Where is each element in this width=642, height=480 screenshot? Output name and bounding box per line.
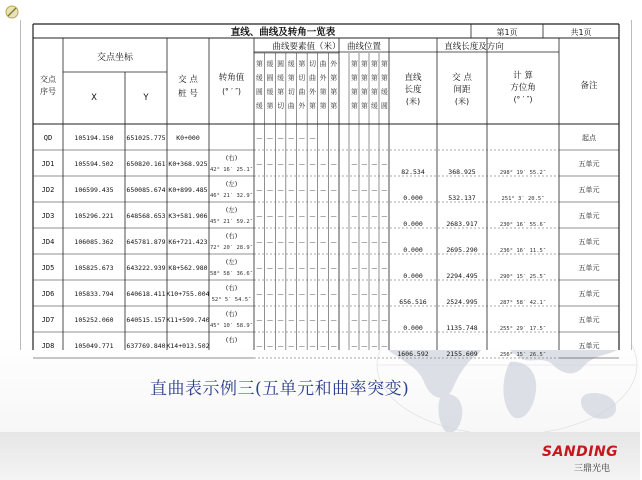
cell-direction: (右) [225, 284, 238, 292]
cell-curve-placeholder: — [288, 343, 295, 350]
cell-curve-placeholder: — [277, 161, 284, 168]
cell-curve-placeholder: — [381, 239, 388, 246]
cell-curve-placeholder: — [309, 135, 316, 142]
cell-curve-placeholder: — [381, 161, 388, 168]
header-mini-glyph: 第 [330, 102, 338, 110]
header-mini-glyph: 第 [319, 102, 327, 110]
cell-angle: 46° 21′ 32.9″ [209, 193, 254, 199]
cell-curve-placeholder: — [351, 265, 358, 272]
cell-curve-placeholder: — [277, 291, 284, 298]
header-mini-glyph: 第 [287, 74, 295, 82]
cell-azimuth: 287° 58′ 42.1″ [499, 300, 547, 306]
cell-curve-placeholder: — [309, 213, 316, 220]
cell-curve-placeholder: — [361, 161, 368, 168]
header-dist-1: 交 点 [452, 73, 472, 83]
cell-station: K0+368.925 [168, 160, 208, 168]
header-dist-2: 间距 [453, 85, 471, 95]
cell-curve-placeholder: — [288, 265, 295, 272]
header-mini-glyph: 第 [266, 102, 274, 110]
cell-curve-placeholder: — [288, 213, 295, 220]
cell-remark: 五单元 [578, 342, 600, 350]
cell-curve-placeholder: — [298, 187, 305, 194]
cell-curve-placeholder: — [256, 239, 263, 246]
cell-curve-placeholder: — [266, 213, 273, 220]
cell-curve-placeholder: — [256, 135, 263, 142]
brand-logo: SANDING [542, 444, 619, 460]
cell-station: K14+013.502 [166, 342, 210, 350]
cell-tangent: 0.000 [403, 324, 423, 332]
cell-curve-placeholder: — [351, 161, 358, 168]
cell-curve-placeholder: — [371, 343, 378, 350]
header-mini-glyph: 第 [330, 74, 338, 82]
header-mini-glyph: 第 [255, 60, 263, 68]
cell-remark: 五单元 [578, 264, 600, 272]
header-mini-glyph: 缓 [277, 74, 285, 82]
header-y: Y [143, 93, 149, 103]
cell-direction: (左) [225, 258, 238, 266]
brand-subtitle: 三鼎光电 [574, 464, 611, 474]
cell-curve-placeholder: — [256, 343, 263, 350]
pin-icon [3, 3, 21, 21]
cell-tangent: 656.516 [399, 298, 427, 306]
cell-pi-no: JD2 [41, 186, 55, 194]
cell-curve-placeholder: — [288, 317, 295, 324]
cell-distance: 2695.290 [446, 246, 478, 254]
cell-curve-placeholder: — [277, 239, 284, 246]
header-mini-glyph: 第 [380, 60, 388, 68]
cell-pi-no: JD7 [41, 316, 55, 324]
cell-remark: 五单元 [578, 290, 600, 298]
cell-station: K8+562.980 [168, 264, 208, 272]
cell-curve-placeholder: — [371, 161, 378, 168]
header-mini-glyph: 圆 [277, 60, 285, 68]
cell-curve-placeholder: — [361, 213, 368, 220]
header-mini-glyph: 第 [360, 88, 368, 96]
cell-distance: 2683.917 [446, 220, 478, 228]
cell-curve-placeholder: — [351, 187, 358, 194]
cell-station: K0+000 [176, 134, 200, 142]
cell-curve-placeholder: — [277, 135, 284, 142]
cell-curve-placeholder: — [361, 265, 368, 272]
cell-x: 105825.673 [74, 264, 114, 272]
cell-curve-placeholder: — [371, 317, 378, 324]
cell-curve-placeholder: — [330, 187, 337, 194]
cell-pi-no: QD [43, 134, 53, 142]
cell-curve-placeholder: — [309, 343, 316, 350]
cell-curve-placeholder: — [298, 161, 305, 168]
cell-curve-placeholder: — [309, 239, 316, 246]
cell-angle: 42° 16′ 25.1″ [209, 167, 254, 173]
cell-curve-placeholder: — [330, 291, 337, 298]
cell-x: 105194.150 [74, 134, 114, 142]
header-tangent-2: 长度 [404, 85, 422, 95]
cell-remark: 五单元 [578, 238, 600, 246]
header-mini-glyph: 第 [360, 60, 368, 68]
cell-y: 643222.939 [126, 264, 166, 272]
cell-x: 105252.060 [74, 316, 114, 324]
cell-curve-placeholder: — [371, 213, 378, 220]
cell-curve-placeholder: — [381, 291, 388, 298]
header-az-2: 方位角 [510, 83, 536, 93]
cell-curve-placeholder: — [277, 343, 284, 350]
header-dist-3: (米) [454, 97, 470, 106]
header-pi-no-2: 序号 [40, 87, 56, 96]
cell-station: K0+899.485 [168, 186, 208, 194]
cell-curve-placeholder: — [309, 161, 316, 168]
cell-remark: 五单元 [578, 186, 600, 194]
cell-tangent: 0.000 [403, 272, 423, 280]
cell-pi-no: JD6 [41, 290, 55, 298]
cell-curve-placeholder: — [309, 317, 316, 324]
header-mini-glyph: 第 [330, 88, 338, 96]
header-station-2: 桩 号 [178, 89, 198, 99]
cell-x: 105049.771 [74, 342, 114, 350]
header-mini-glyph: 第 [370, 88, 378, 96]
header-mini-glyph: 外 [308, 88, 316, 96]
cell-curve-placeholder: — [351, 343, 358, 350]
cell-y: 650820.161 [126, 160, 166, 168]
cell-angle: 45° 10′ 58.9″ [209, 323, 254, 329]
cell-curve-placeholder: — [381, 317, 388, 324]
cell-curve-placeholder: — [361, 291, 368, 298]
cell-y: 645781.879 [126, 238, 166, 246]
cell-curve-placeholder: — [371, 187, 378, 194]
cell-tangent: 82.534 [401, 168, 425, 176]
cell-distance: 368.925 [448, 168, 476, 176]
cell-direction: (右) [225, 232, 238, 240]
cell-curve-placeholder: — [381, 343, 388, 350]
cell-curve-placeholder: — [381, 187, 388, 194]
cell-remark: 五单元 [578, 212, 600, 220]
cell-curve-placeholder: — [320, 213, 327, 220]
header-mini-glyph: 切 [287, 88, 295, 96]
header-mini-glyph: 缓 [380, 88, 388, 96]
header-remarks: 备注 [580, 81, 598, 91]
cell-curve-placeholder: — [277, 187, 284, 194]
header-mini-glyph: 第 [370, 74, 378, 82]
cell-curve-placeholder: — [330, 343, 337, 350]
cell-direction: (左) [225, 206, 238, 214]
cell-x: 106599.435 [74, 186, 114, 194]
cell-pi-no: JD8 [41, 342, 55, 350]
cell-azimuth: 230° 16′ 55.6″ [499, 222, 547, 228]
cell-curve-placeholder: — [298, 343, 305, 350]
cell-curve-placeholder: — [266, 187, 273, 194]
alignment-table [21, 20, 631, 358]
cell-curve-placeholder: — [320, 343, 327, 350]
cell-station: K11+599.740 [166, 316, 210, 324]
cell-curve-placeholder: — [266, 239, 273, 246]
header-mini-glyph: 曲 [308, 74, 316, 82]
header-deflection-unit: (° ′ ″) [222, 87, 241, 96]
cell-curve-placeholder: — [320, 187, 327, 194]
cell-x: 105296.221 [74, 212, 114, 220]
cell-curve-placeholder: — [266, 291, 273, 298]
header-mini-glyph: 外 [330, 60, 338, 68]
header-deflection: 转角值 [218, 73, 245, 83]
cell-distance: 1135.748 [446, 324, 478, 332]
header-mini-glyph: 第 [350, 102, 358, 110]
total-label: 共1页 [570, 28, 592, 37]
cell-y: 640618.411 [126, 290, 166, 298]
cell-distance: 2524.995 [446, 298, 478, 306]
header-mini-glyph: 第 [277, 88, 285, 96]
cell-curve-placeholder: — [320, 265, 327, 272]
cell-curve-placeholder: — [371, 291, 378, 298]
header-mini-glyph: 第 [360, 102, 368, 110]
cell-curve-placeholder: — [351, 317, 358, 324]
cell-distance: 532.137 [448, 194, 476, 202]
cell-curve-placeholder: — [256, 291, 263, 298]
cell-curve-placeholder: — [256, 317, 263, 324]
cell-curve-placeholder: — [371, 239, 378, 246]
cell-curve-placeholder: — [330, 213, 337, 220]
cell-curve-placeholder: — [330, 239, 337, 246]
cell-curve-placeholder: — [288, 239, 295, 246]
cell-curve-placeholder: — [298, 239, 305, 246]
header-mini-glyph: 曲 [319, 60, 327, 68]
cell-distance: 2294.495 [446, 272, 478, 280]
cell-curve-placeholder: — [277, 213, 284, 220]
cell-curve-placeholder: — [266, 317, 273, 324]
cell-azimuth: 298° 19′ 55.2″ [499, 170, 547, 176]
header-x: X [91, 93, 97, 103]
cell-remark: 起点 [582, 134, 596, 142]
cell-azimuth: 255° 29′ 17.5″ [499, 326, 547, 332]
header-mini-glyph: 第 [319, 88, 327, 96]
header-pi-no-1: 交点 [40, 75, 56, 84]
cell-curve-placeholder: — [288, 161, 295, 168]
cell-pi-no: JD3 [41, 212, 55, 220]
cell-curve-placeholder: — [320, 161, 327, 168]
cell-curve-placeholder: — [371, 265, 378, 272]
header-mini-glyph: 第 [380, 74, 388, 82]
header-mini-glyph: 缓 [266, 60, 274, 68]
header-mini-glyph: 缓 [287, 60, 295, 68]
header-mini-glyph: 第 [298, 60, 306, 68]
cell-curve-placeholder: — [330, 317, 337, 324]
cell-pi-no: JD5 [41, 264, 55, 272]
header-mini-glyph: 第 [308, 102, 316, 110]
cell-direction: (右) [225, 154, 238, 162]
cell-curve-placeholder: — [288, 187, 295, 194]
header-mini-glyph: 外 [319, 74, 327, 82]
cell-angle: 72° 20′ 28.9″ [209, 245, 254, 251]
cell-curve-placeholder: — [351, 213, 358, 220]
header-tangent-group: 直线长度及方向 [444, 42, 504, 52]
header-mini-glyph: 切 [298, 74, 306, 82]
header-mini-glyph: 外 [298, 102, 306, 110]
header-mini-glyph: 圆 [266, 74, 274, 82]
cell-pi-no: JD4 [41, 238, 55, 246]
header-curve-positions: 曲线位置 [346, 42, 382, 52]
header-az-unit: (° ′ ″) [513, 95, 533, 104]
table-title: 直线、曲线及转角一览表 [230, 27, 336, 38]
cell-curve-placeholder: — [309, 265, 316, 272]
header-mini-glyph: 第 [350, 60, 358, 68]
cell-curve-placeholder: — [361, 343, 368, 350]
cell-y: 650085.674 [126, 186, 166, 194]
cell-curve-placeholder: — [298, 291, 305, 298]
cell-curve-placeholder: — [381, 265, 388, 272]
header-mini-glyph: 缓 [370, 102, 378, 110]
cell-azimuth: 256° 15′ 26.5″ [499, 352, 547, 358]
cell-remark: 五单元 [578, 160, 600, 168]
cell-x: 105833.794 [74, 290, 114, 298]
cell-curve-placeholder: — [298, 213, 305, 220]
cell-direction: (左) [225, 180, 238, 188]
cell-curve-placeholder: — [309, 187, 316, 194]
cell-curve-placeholder: — [266, 265, 273, 272]
cell-direction: (右) [225, 336, 238, 344]
cell-curve-placeholder: — [256, 161, 263, 168]
cell-curve-placeholder: — [361, 317, 368, 324]
cell-curve-placeholder: — [288, 291, 295, 298]
page-label: 第1页 [496, 28, 518, 37]
cell-station: K10+755.004 [166, 290, 210, 298]
cell-station: K6+721.423 [168, 238, 208, 246]
cell-curve-placeholder: — [277, 317, 284, 324]
header-mini-glyph: 缓 [255, 102, 263, 110]
cell-y: 648568.653 [126, 212, 166, 220]
cell-tangent: 0.000 [403, 246, 423, 254]
header-mini-glyph: 圆 [380, 102, 388, 110]
header-curve-elements: 曲线要素值（米） [272, 42, 341, 52]
cell-curve-placeholder: — [256, 265, 263, 272]
cell-curve-placeholder: — [256, 213, 263, 220]
cell-curve-placeholder: — [330, 265, 337, 272]
header-mini-glyph: 第 [360, 74, 368, 82]
cell-direction: (右) [225, 310, 238, 318]
cell-curve-placeholder: — [266, 135, 273, 142]
cell-curve-placeholder: — [298, 317, 305, 324]
cell-curve-placeholder: — [309, 291, 316, 298]
header-mini-glyph: 圆 [255, 88, 263, 96]
header-tangent-3: (米) [405, 97, 421, 106]
header-mini-glyph: 曲 [287, 102, 295, 110]
header-tangent-1: 直线 [404, 73, 422, 83]
header-mini-glyph: 切 [277, 102, 285, 110]
cell-curve-placeholder: — [361, 239, 368, 246]
cell-x: 105594.502 [74, 160, 114, 168]
cell-curve-placeholder: — [320, 291, 327, 298]
cell-remark: 五单元 [578, 316, 600, 324]
header-mini-glyph: 第 [350, 88, 358, 96]
cell-curve-placeholder: — [320, 239, 327, 246]
cell-azimuth: 236° 16′ 11.5″ [499, 248, 547, 254]
cell-curve-placeholder: — [381, 213, 388, 220]
cell-curve-placeholder: — [320, 317, 327, 324]
cell-angle: 52° 5′ 54.5″ [211, 297, 252, 303]
cell-azimuth: 290° 15′ 25.5″ [499, 274, 547, 280]
cell-curve-placeholder: — [298, 265, 305, 272]
table-document [20, 20, 632, 358]
cell-pi-no: JD1 [41, 160, 55, 168]
cell-distance: 2155.609 [446, 350, 478, 358]
header-mini-glyph: 缓 [266, 88, 274, 96]
cell-curve-placeholder: — [361, 187, 368, 194]
cell-angle: 45° 21′ 59.2″ [209, 219, 254, 225]
slide-caption: 直曲表示例三(五单元和曲率突变) [150, 379, 410, 399]
header-mini-glyph: 切 [308, 60, 316, 68]
header-station-1: 交 点 [178, 75, 198, 85]
header-mini-glyph: 缓 [255, 74, 263, 82]
cell-tangent: 0.000 [403, 194, 423, 202]
cell-curve-placeholder: — [266, 343, 273, 350]
cell-curve-placeholder: — [288, 135, 295, 142]
cell-curve-placeholder: — [256, 187, 263, 194]
cell-curve-placeholder: — [266, 161, 273, 168]
header-az-1: 计 算 [513, 71, 533, 81]
header-pi-coord: 交点坐标 [96, 53, 134, 63]
cell-y: 651025.775 [126, 134, 166, 142]
cell-curve-placeholder: — [298, 135, 305, 142]
cell-angle: 58° 58′ 36.6″ [209, 271, 254, 277]
header-mini-glyph: 曲 [298, 88, 306, 96]
header-mini-glyph: 第 [370, 60, 378, 68]
cell-x: 106085.362 [74, 238, 114, 246]
cell-azimuth: 251° 3′ 20.5″ [501, 196, 545, 202]
cell-curve-placeholder: — [277, 265, 284, 272]
cell-curve-placeholder: — [351, 291, 358, 298]
cell-y: 640515.157 [126, 316, 166, 324]
cell-curve-placeholder: — [330, 161, 337, 168]
cell-tangent: 1606.592 [397, 350, 429, 358]
header-mini-glyph: 第 [350, 74, 358, 82]
cell-station: K3+581.906 [168, 212, 208, 220]
cell-curve-placeholder: — [351, 239, 358, 246]
cell-y: 637769.840 [126, 342, 166, 350]
cell-tangent: 0.000 [403, 220, 423, 228]
